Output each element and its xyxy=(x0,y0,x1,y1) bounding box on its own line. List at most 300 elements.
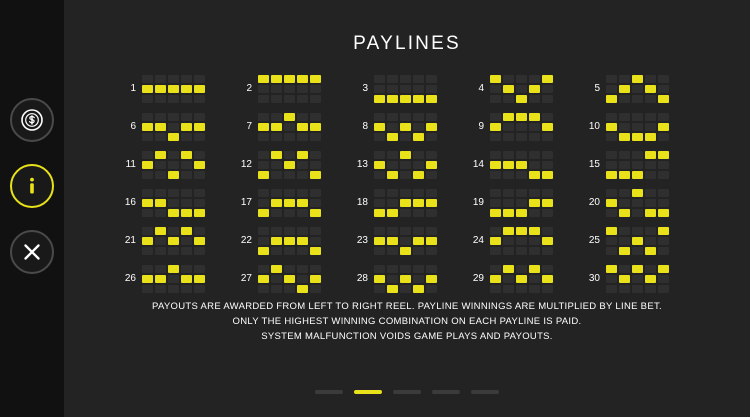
payline-cell-active xyxy=(181,209,192,217)
payline-pattern xyxy=(374,265,437,293)
payline-cell xyxy=(658,247,669,255)
payline-cell xyxy=(490,247,501,255)
payline-cell xyxy=(529,285,540,293)
payline-cell-active xyxy=(632,171,643,179)
payout-rules-line-1: PAYOUTS ARE AWARDED FROM LEFT TO RIGHT REEL. PAYLINE WINNINGS ARE MULTIPLIED BY LINE BET. xyxy=(152,301,662,312)
payline-cell xyxy=(297,133,308,141)
payline-cell xyxy=(632,247,643,255)
payline-cell xyxy=(310,237,321,245)
payline-cell-active xyxy=(284,75,295,83)
payline-cell xyxy=(413,227,424,235)
payout-rules-line-2: ONLY THE HIGHEST WINNING COMBINATION ON EACH PAYLINE IS PAID. xyxy=(232,316,582,327)
payline-cell xyxy=(516,75,527,83)
payline-cell xyxy=(490,133,501,141)
payline-cell xyxy=(297,189,308,197)
payline-cell-active xyxy=(413,95,424,103)
payline-pattern xyxy=(258,227,321,255)
payline-cell xyxy=(271,285,282,293)
payline-cell xyxy=(426,247,437,255)
payline-cell-active xyxy=(426,95,437,103)
payline-cell-active xyxy=(619,247,630,255)
payline-cell-active xyxy=(542,123,553,131)
payline-cell-active xyxy=(142,237,153,245)
payline-cell xyxy=(258,285,269,293)
payline-cell-active xyxy=(374,123,385,131)
payline-cell xyxy=(310,227,321,235)
payline-cell xyxy=(503,199,514,207)
payline-cell xyxy=(413,265,424,273)
payline-cell-active xyxy=(310,171,321,179)
payline-cell xyxy=(619,95,630,103)
payline-cell-active xyxy=(542,75,553,83)
close-button[interactable] xyxy=(10,230,54,274)
payline-cell-active xyxy=(658,227,669,235)
payline-number: 2 xyxy=(246,83,252,94)
payline-pattern xyxy=(142,227,205,255)
payline-pattern xyxy=(606,189,669,217)
payline-cell xyxy=(645,95,656,103)
payline-cell xyxy=(271,209,282,217)
payline-cell xyxy=(426,265,437,273)
payline-cell xyxy=(542,189,553,197)
payline-cell-active xyxy=(632,133,643,141)
payline-cell xyxy=(168,275,179,283)
payline-pattern xyxy=(258,265,321,293)
payline-cell xyxy=(632,151,643,159)
payline-cell xyxy=(387,113,398,121)
payline-cell xyxy=(168,189,179,197)
payline-cell-active xyxy=(503,85,514,93)
payline-cell-active xyxy=(374,237,385,245)
payline-cell xyxy=(632,199,643,207)
payline-cell xyxy=(400,209,411,217)
payline-cell-active xyxy=(529,113,540,121)
payline-cell xyxy=(168,285,179,293)
payline-cell xyxy=(155,265,166,273)
payline-cell xyxy=(529,133,540,141)
payline-number: 18 xyxy=(356,197,368,208)
payline-cell xyxy=(413,85,424,93)
payline-cell-active xyxy=(400,247,411,255)
payline-cell xyxy=(529,275,540,283)
page-dot[interactable] xyxy=(432,390,460,394)
payline-cell xyxy=(606,75,617,83)
payline-cell-active xyxy=(181,275,192,283)
payline-cell-active xyxy=(258,275,269,283)
payline-cell xyxy=(658,75,669,83)
payline-cell xyxy=(310,265,321,273)
payline-cell xyxy=(490,113,501,121)
payline-cell xyxy=(258,189,269,197)
payline-cell-active xyxy=(516,95,527,103)
payline-pattern xyxy=(490,189,553,217)
payline-cell xyxy=(632,209,643,217)
payline-cell xyxy=(606,85,617,93)
payline-cell xyxy=(194,189,205,197)
payline-cell xyxy=(142,247,153,255)
payline-cell-active xyxy=(310,123,321,131)
payline-number: 6 xyxy=(130,121,136,132)
payline-cell-active xyxy=(516,227,527,235)
payline-number: 25 xyxy=(588,235,600,246)
payline-cell-active xyxy=(258,123,269,131)
payline-item xyxy=(468,184,584,222)
payline-cell-active xyxy=(142,161,153,169)
page-dot[interactable] xyxy=(471,390,499,394)
payline-cell xyxy=(374,133,385,141)
payline-cell xyxy=(490,151,501,159)
payline-cell xyxy=(658,199,669,207)
payline-cell xyxy=(516,285,527,293)
payline-item xyxy=(468,108,584,146)
payline-cell xyxy=(542,133,553,141)
payline-cell xyxy=(194,113,205,121)
payline-pattern xyxy=(258,189,321,217)
payline-cell xyxy=(181,161,192,169)
payline-cell-active xyxy=(155,151,166,159)
payline-item xyxy=(236,70,352,108)
bet-settings-button[interactable] xyxy=(10,98,54,142)
payline-cell xyxy=(426,85,437,93)
payline-cell xyxy=(271,95,282,103)
payline-cell-active xyxy=(516,161,527,169)
payline-cell xyxy=(374,75,385,83)
payline-cell xyxy=(168,227,179,235)
payline-cell xyxy=(181,199,192,207)
payline-cell-active xyxy=(645,209,656,217)
payline-item xyxy=(584,108,700,146)
payline-cell-active xyxy=(168,265,179,273)
payline-cell-active xyxy=(400,275,411,283)
payline-cell xyxy=(645,227,656,235)
payline-cell xyxy=(503,247,514,255)
payline-cell-active xyxy=(413,171,424,179)
payline-cell xyxy=(413,209,424,217)
payline-cell xyxy=(542,95,553,103)
payline-cell xyxy=(516,265,527,273)
payline-number: 17 xyxy=(240,197,252,208)
payline-cell xyxy=(619,75,630,83)
page-title: PAYLINES xyxy=(353,33,461,54)
payline-cell xyxy=(542,85,553,93)
payline-cell xyxy=(516,85,527,93)
payline-cell-active xyxy=(632,265,643,273)
payline-cell xyxy=(645,237,656,245)
payline-cell xyxy=(516,133,527,141)
payline-cell xyxy=(168,95,179,103)
payline-cell-active xyxy=(645,85,656,93)
payline-cell xyxy=(387,275,398,283)
payline-cell-active xyxy=(632,189,643,197)
payline-pattern xyxy=(258,75,321,103)
payline-cell xyxy=(400,265,411,273)
payline-cell-active xyxy=(658,95,669,103)
payline-cell-active xyxy=(194,237,205,245)
payline-cell xyxy=(284,265,295,273)
payline-cell xyxy=(155,189,166,197)
payline-cell xyxy=(374,199,385,207)
payline-cell-active xyxy=(387,285,398,293)
payline-cell-active xyxy=(155,275,166,283)
payline-cell xyxy=(503,275,514,283)
payline-cell-active xyxy=(529,85,540,93)
payline-cell xyxy=(516,237,527,245)
payline-number: 29 xyxy=(472,273,484,284)
payline-cell xyxy=(606,133,617,141)
payline-cell xyxy=(619,227,630,235)
payline-cell-active xyxy=(606,95,617,103)
payline-cell xyxy=(542,265,553,273)
page-dot[interactable] xyxy=(315,390,343,394)
payline-cell-active xyxy=(619,85,630,93)
payline-cell xyxy=(387,151,398,159)
payline-cell-active xyxy=(168,85,179,93)
payline-cell xyxy=(606,113,617,121)
payline-number: 10 xyxy=(588,121,600,132)
payline-number: 13 xyxy=(356,159,368,170)
payline-cell xyxy=(271,113,282,121)
payline-item xyxy=(352,146,468,184)
payline-pattern xyxy=(490,151,553,179)
payline-cell xyxy=(658,161,669,169)
payline-cell xyxy=(426,113,437,121)
payline-number: 1 xyxy=(130,83,136,94)
payline-cell-active xyxy=(645,151,656,159)
payline-cell-active xyxy=(400,151,411,159)
payline-cell xyxy=(619,199,630,207)
payline-cell xyxy=(658,285,669,293)
payline-cell xyxy=(271,227,282,235)
payline-cell-active xyxy=(529,265,540,273)
payline-item xyxy=(468,146,584,184)
payline-cell xyxy=(258,133,269,141)
payline-cell-active xyxy=(658,265,669,273)
payline-cell xyxy=(194,227,205,235)
payline-cell-active xyxy=(632,75,643,83)
payline-cell xyxy=(426,151,437,159)
payline-cell xyxy=(516,171,527,179)
info-button[interactable] xyxy=(10,164,54,208)
payline-cell-active xyxy=(284,161,295,169)
payline-cell-active xyxy=(542,171,553,179)
payline-cell xyxy=(606,209,617,217)
payline-item xyxy=(120,108,236,146)
payline-cell-active xyxy=(155,123,166,131)
payline-cell-active xyxy=(645,275,656,283)
payline-item xyxy=(236,108,352,146)
payline-pattern xyxy=(142,75,205,103)
payline-cell xyxy=(194,285,205,293)
payline-cell xyxy=(284,189,295,197)
payline-cell xyxy=(516,247,527,255)
payline-cell xyxy=(194,95,205,103)
payline-cell xyxy=(374,171,385,179)
payline-number: 4 xyxy=(478,83,484,94)
payline-cell xyxy=(310,161,321,169)
payline-cell xyxy=(619,123,630,131)
payline-cell xyxy=(142,133,153,141)
payline-cell xyxy=(181,237,192,245)
payline-cell xyxy=(142,227,153,235)
payline-cell xyxy=(542,285,553,293)
payline-cell xyxy=(503,133,514,141)
payline-item xyxy=(120,222,236,260)
payline-cell xyxy=(413,247,424,255)
page-dot[interactable] xyxy=(393,390,421,394)
payline-cell xyxy=(271,275,282,283)
payline-cell-active xyxy=(529,227,540,235)
payline-pattern xyxy=(606,265,669,293)
payline-cell-active xyxy=(168,209,179,217)
payline-cell xyxy=(297,171,308,179)
payline-pattern xyxy=(374,113,437,141)
payline-number: 24 xyxy=(472,235,484,246)
payline-cell xyxy=(490,227,501,235)
payline-cell xyxy=(258,265,269,273)
payline-cell xyxy=(297,95,308,103)
payline-cell-active xyxy=(606,171,617,179)
payline-cell-active xyxy=(503,265,514,273)
payline-cell xyxy=(413,151,424,159)
payline-cell xyxy=(284,133,295,141)
payline-cell xyxy=(142,151,153,159)
payline-cell xyxy=(284,247,295,255)
payline-cell xyxy=(400,171,411,179)
payline-cell xyxy=(168,151,179,159)
payline-cell xyxy=(606,151,617,159)
payline-cell xyxy=(284,151,295,159)
payline-cell-active xyxy=(542,237,553,245)
payline-item xyxy=(584,260,700,298)
payline-cell xyxy=(387,189,398,197)
payline-cell xyxy=(387,247,398,255)
payline-cell xyxy=(490,171,501,179)
payline-cell-active xyxy=(413,133,424,141)
page-dot[interactable] xyxy=(354,390,382,394)
payline-cell xyxy=(426,189,437,197)
payline-pattern xyxy=(606,75,669,103)
payline-cell-active xyxy=(503,209,514,217)
payline-pattern xyxy=(374,75,437,103)
payline-item xyxy=(120,260,236,298)
paytable-content xyxy=(64,0,750,417)
payline-cell xyxy=(194,265,205,273)
payline-cell xyxy=(310,151,321,159)
payline-cell xyxy=(658,113,669,121)
payline-cell xyxy=(155,133,166,141)
payline-cell-active xyxy=(284,113,295,121)
payline-cell xyxy=(529,123,540,131)
payline-cell xyxy=(606,275,617,283)
payline-cell xyxy=(284,285,295,293)
payline-cell xyxy=(529,237,540,245)
payline-cell xyxy=(297,113,308,121)
payline-cell xyxy=(258,151,269,159)
payline-cell-active xyxy=(194,161,205,169)
payline-cell-active xyxy=(426,275,437,283)
payline-cell-active xyxy=(271,237,282,245)
payline-cell xyxy=(413,161,424,169)
payline-cell-active xyxy=(490,161,501,169)
payline-cell xyxy=(503,237,514,245)
payline-cell-active xyxy=(194,123,205,131)
page-indicator xyxy=(64,390,750,394)
payline-cell xyxy=(258,161,269,169)
payline-cell xyxy=(606,247,617,255)
payline-cell xyxy=(619,237,630,245)
payline-cell-active xyxy=(619,133,630,141)
payline-cell-active xyxy=(168,133,179,141)
payline-cell xyxy=(181,171,192,179)
payline-cell-active xyxy=(181,123,192,131)
payline-cell xyxy=(155,75,166,83)
coin-icon xyxy=(20,108,44,132)
payline-pattern xyxy=(374,189,437,217)
payline-cell xyxy=(529,209,540,217)
payline-number: 7 xyxy=(246,121,252,132)
payline-cell-active xyxy=(142,199,153,207)
payline-cell-active xyxy=(400,95,411,103)
payline-cell xyxy=(271,161,282,169)
payline-number: 3 xyxy=(362,83,368,94)
payline-number: 14 xyxy=(472,159,484,170)
payline-number: 23 xyxy=(356,235,368,246)
payline-cell xyxy=(310,85,321,93)
payline-item xyxy=(584,70,700,108)
payline-cell xyxy=(632,227,643,235)
payline-cell xyxy=(284,209,295,217)
payline-cell-active xyxy=(529,199,540,207)
payline-cell xyxy=(155,171,166,179)
payline-cell xyxy=(529,95,540,103)
payline-cell-active xyxy=(658,209,669,217)
payline-cell xyxy=(194,199,205,207)
payline-item xyxy=(468,260,584,298)
payline-cell xyxy=(387,161,398,169)
payline-item xyxy=(236,222,352,260)
payline-cell-active xyxy=(284,275,295,283)
payline-cell xyxy=(271,171,282,179)
payline-cell-active xyxy=(155,85,166,93)
payline-cell xyxy=(387,265,398,273)
payline-cell xyxy=(413,275,424,283)
payline-cell-active xyxy=(297,237,308,245)
payline-cell-active xyxy=(310,247,321,255)
payline-cell xyxy=(529,75,540,83)
payline-cell-active xyxy=(194,85,205,93)
payline-cell-active xyxy=(619,275,630,283)
payline-cell xyxy=(284,123,295,131)
payline-number: 8 xyxy=(362,121,368,132)
payline-cell xyxy=(529,151,540,159)
payline-cell xyxy=(284,171,295,179)
payline-cell xyxy=(645,189,656,197)
payline-cell-active xyxy=(310,209,321,217)
payline-item xyxy=(468,70,584,108)
payline-cell xyxy=(181,189,192,197)
payline-cell-active xyxy=(258,209,269,217)
payline-cell xyxy=(490,285,501,293)
payline-pattern xyxy=(142,113,205,141)
payline-cell xyxy=(258,199,269,207)
payline-cell xyxy=(426,209,437,217)
payline-pattern xyxy=(606,113,669,141)
payout-rules-line-3: SYSTEM MALFUNCTION VOIDS GAME PLAYS AND PAYOUTS. xyxy=(261,331,553,342)
payline-item xyxy=(236,146,352,184)
payline-number: 9 xyxy=(478,121,484,132)
payline-cell xyxy=(155,247,166,255)
payline-cell xyxy=(271,189,282,197)
